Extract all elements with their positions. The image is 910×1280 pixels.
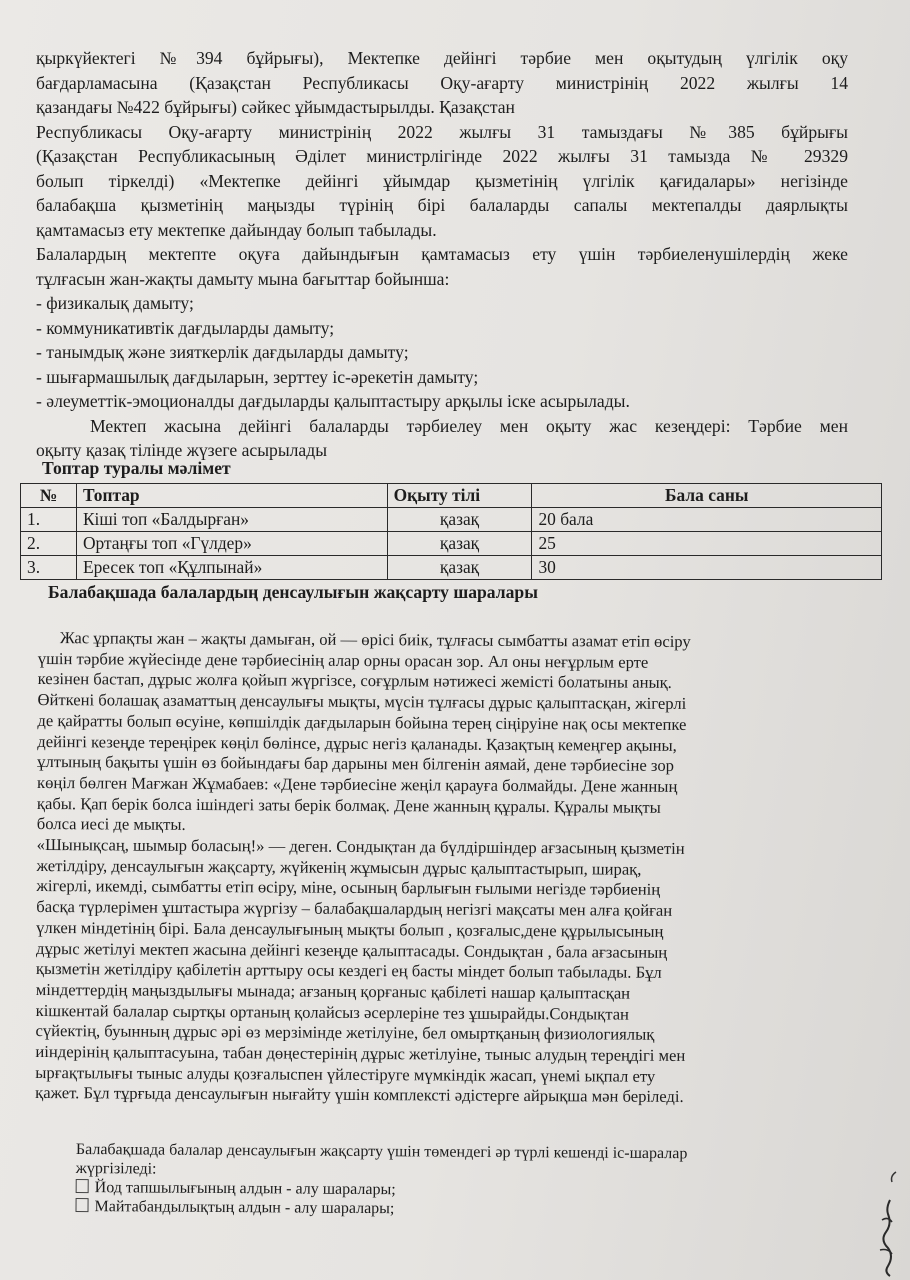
list-item: - шығармашылық дағдыларын, зерттеу іс-әрекетін дамыту; <box>36 366 479 387</box>
text-line: кішкентай балалар сыртқы ортаның қолайсыз әсерлеріне тез ұшырайды.Сондықтан <box>35 1000 630 1024</box>
text-line: болып тіркелді) «Мектепке дейінгі ұйымдар қызметінің үлгілік қағидалары» негізінде <box>36 170 848 191</box>
text-line: Балабақшада балалар денсаулығын жақсарту үшін төмендегі әр түрлі кешенді іс-шаралар <box>75 1141 688 1163</box>
header-number: № <box>21 484 77 508</box>
cell-language: қазақ <box>387 556 532 580</box>
checkbox-square-icon <box>76 1179 89 1193</box>
text-line: ырғақтылығы тыныс алуды қозғалыспен үйлестіруге мүмкіндік жасап, үнемі ықпал ету <box>35 1062 656 1086</box>
cell-count: 20 бала <box>532 508 882 532</box>
table-header-row <box>21 484 882 508</box>
text-line: дұрыс жетілуі мектеп жасына дейінгі кезеңде қалыптасады. Сондықтан , бала ағзасының <box>35 938 668 962</box>
health-paragraph <box>35 628 808 1109</box>
cell-number: 2. <box>21 532 77 556</box>
text-line: үлкен міндетінің бірі. Бала денсаулығының мықты болып , қозғалыс,дене құрылысының <box>36 917 664 941</box>
text-line: (Қазақстан Республикасының Әділет министрлігінде 2022 жылғы 31 тамызда № 29329 <box>36 146 848 166</box>
text-line: қазандағы №422 бұйрығы) сәйкес ұйымдастырылды. Қазақстан <box>36 97 515 117</box>
text-line: Жас ұрпақты жан – жақты дамыған, ой — өрісі биік, тұлғасы сымбатты азамат етіп өсіру <box>59 628 691 651</box>
list-item-label: Йод тапшылығының алдын - алу шаралары; <box>94 1179 396 1199</box>
text-line: тұлғасын жан-жақты дамыту мына бағыттар бойынша: <box>36 268 450 289</box>
list-item <box>75 1197 795 1221</box>
header-children-count: Бала саны <box>532 484 882 508</box>
intro-paragraph <box>36 46 848 463</box>
cell-group: Ортаңғы топ «Гүлдер» <box>76 532 387 556</box>
groups-table <box>20 483 882 580</box>
measures-paragraph <box>75 1140 796 1221</box>
text-line: Өйткені болашақ азаматтың денсаулығы мықты, мүсін тұлғасы дұрыс қалыптасқан, жігерлі <box>37 690 687 714</box>
cell-number: 1. <box>21 508 77 532</box>
text-line: көңіл бөлген Мағжан Жұмабаев: «Дене тәрбиесіне жеңіл қарауға болмайды. Дене жанның <box>36 772 678 796</box>
text-line: қыркүйектегі №394 бұйрығы), Мектепке дейінгі тәрбие мен оқытудың үлгілік оқу <box>36 48 848 68</box>
list-item: - танымдық және зияткерлік дағдыларды дамыту; <box>36 342 409 362</box>
text-line: болса иесі де мықты. <box>36 814 186 835</box>
cell-number: 3. <box>21 556 77 580</box>
text-line: Балалардың мектепте оқуға дайындығын қамтамасыз ету үшін тәрбиеленушілердің жеке <box>36 244 848 264</box>
groups-title: Топтар туралы мәлімет <box>42 458 231 478</box>
text-line: кезінен бастап, дұрыс жолға қойып жүргізсе, соғұрлым нәтижесі жемісті болатыны анық. <box>37 669 672 693</box>
cell-count: 30 <box>532 556 882 580</box>
list-item-label: Майтабандылықтың алдын - алу шаралары; <box>94 1198 395 1218</box>
cell-language: қазақ <box>387 508 532 532</box>
text-line: жігерлі, икемді, сымбатты етіп өсіру, міне, осының барлығын ғылыми негізде тәрбиенің <box>36 876 661 900</box>
table-row <box>21 556 882 580</box>
text-line: ұлтының бақыты үшін өз бойындағы бар дарыны мен білгенін аямай, дене тәрбиесіне зор <box>37 752 675 776</box>
text-line: сүйектің, буынның дұрыс әрі өз мерзімінде жетілуіне, бел омыртқаның физиологиялық <box>35 1021 655 1045</box>
health-section-title: Балабақшада балалардың денсаулығын жақсарту шаралары <box>48 582 538 602</box>
text-line: үшін тәрбие жүйесінде дене тәрбиесінің алар орны орасан зор. Ал оны неғұрлым ерте <box>37 648 649 672</box>
text-line: де қайратты болып өсуіне, көпшілдік дағдыларын бойына терең сіңіруіне нақ осы мектепке <box>37 710 687 734</box>
text-line: қажет. Бұл тұрғыда денсаулығын нығайту үшін комплексті әдістерге айрықша мән беріледі. <box>35 1083 684 1107</box>
list-item: - әлеуметтік-эмоционалды дағдыларды қалыптастыру арқылы іске асырылады. <box>36 391 630 411</box>
text-line: қабы. Қап берік болса ішіндегі заты берік болмақ. Дене жанның құралы. Құралы мықты <box>36 793 661 817</box>
text-line: Республикасы Оқу-ағарту министрінің 2022 жылғы 31 тамыздағы №385 бұйрығы <box>36 121 848 142</box>
text-line: міндеттердің маңыздылығы мынада; ағзаның қорғаныс қабілеті нашар қалыптасқан <box>35 979 631 1003</box>
list-item: - физикалық дамыту; <box>36 293 194 313</box>
header-groups: Топтар <box>76 484 387 508</box>
cell-group: Ересек топ «Құлпынай» <box>76 556 387 580</box>
table-row <box>21 508 882 532</box>
header-language: Оқыту тілі <box>387 484 532 508</box>
table-row <box>21 532 882 556</box>
text-line: қамтамасыз ету мектепке дайындау болып табылады. <box>36 219 437 240</box>
text-line: жетілдіру, денсаулығын жақсарту, жүйкенің жұмысын дұрыс қалыптастырып, ширақ, <box>36 855 642 879</box>
text-line: жүргізіледі: <box>75 1159 157 1178</box>
cell-group: Кіші топ «Балдырған» <box>76 508 387 532</box>
text-line: оқыту қазақ тілінде жүзеге асырылады <box>36 440 328 460</box>
text-line: Мектеп жасына дейінгі балаларды тәрбиелеу мен оқыту жас кезеңдері: Тәрбие мен <box>90 415 848 436</box>
text-line: басқа түрлерімен ұштастыра жүргізу – балабақшалардың негізгі мақсаты мен алға қойған <box>36 897 673 921</box>
text-line: дейінгі кезеңде тереңірек көңіл бөлінсе, дұрыс негіз қаланады. Қазақтың кемеңгер ақыны, <box>37 731 677 755</box>
text-line: балабақша қызметінің маңызды түрінің бірі балаларды сапалы мектепалды даярлықты <box>36 195 848 215</box>
cell-language: қазақ <box>387 532 532 556</box>
checkbox-square-icon <box>75 1198 88 1212</box>
cell-count: 25 <box>532 532 882 556</box>
list-item: - коммуникативтік дағдыларды дамыту; <box>36 317 335 338</box>
handwritten-mark-icon <box>868 1170 904 1280</box>
text-line: бағдарламасына (Қазақстан Республикасы Оқу-ағарту министрінің 2022 жылғы 14 <box>36 72 848 93</box>
text-line: «Шынықсаң, шымыр боласың!» — деген. Сондықтан да бүлдіршіндер ағзасының қызметін <box>36 835 685 858</box>
text-line: иіндерінің қалыптасуына, табан дөңестерінің дұрыс жетілуіне, тыныс алудың тереңдігі мен <box>35 1042 686 1066</box>
text-line: қызметін жетілдіру қабілетін арттыру осы кездегі ең басты міндет болып табылады. Бұл <box>35 959 662 983</box>
